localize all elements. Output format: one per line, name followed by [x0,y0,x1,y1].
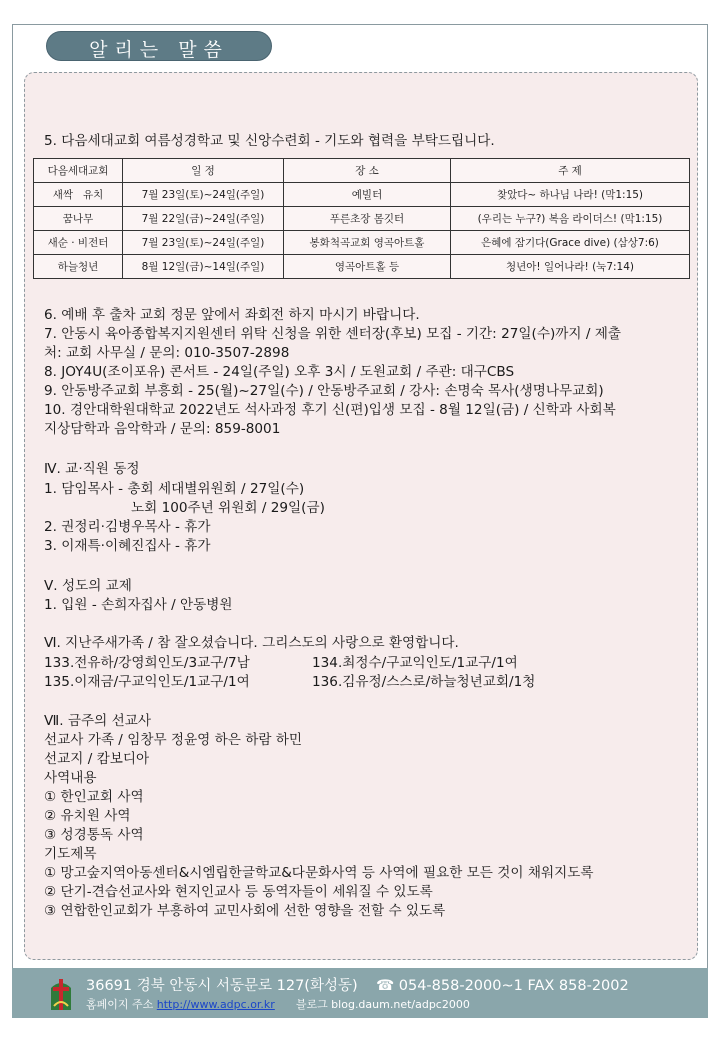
section-title-badge [46,31,272,61]
notice-item-7-cont: 처: 교회 사무실 / 문의: 010-3507-2898 [44,345,290,361]
homepage-label: 홈페이지 주소 [86,998,154,1011]
table-row [34,183,690,207]
notice-item-6: 6. 예배 후 출차 교회 정문 앞에서 좌회전 하지 마시기 바랍니다. [44,307,420,323]
date-cell: 8월 12일(금)~14일(주일) [123,255,284,279]
newcomer-entry: 133.전유하/강영희인도/3교구/7남 [44,655,250,671]
table-row [34,231,690,255]
table-header-row [34,159,690,183]
header-cell: 주 제 [451,159,690,183]
schedule-table [33,158,690,279]
blog-address: 블로그 blog.daum.net/adpc2000 [295,998,470,1011]
newcomer-entry: 136.김유정/스스로/하늘청년교회/1청 [312,674,536,690]
header-cell: 일 정 [123,159,284,183]
header-cell: 다음세대교회 [34,159,123,183]
place-cell: 봉화척곡교회 영곡아트홀 [284,231,451,255]
church-cross-logo-icon [48,976,74,1012]
notice-item-10: 10. 경안대학원대학교 2022년도 석사과정 후기 신(편)입생 모집 - 8월 12일(금) / 신학과 사회복 [44,402,616,418]
missionary-line: 기도제목 [44,846,97,862]
notice-item-5: 5. 다음세대교회 여름성경학교 및 신앙수련회 - 기도와 협력을 부탁드립니다. [44,133,495,149]
staff-heading: Ⅳ. 교·직원 동정 [44,461,140,477]
missionary-line: ② 유치원 사역 [44,808,131,824]
missionary-heading: Ⅶ. 금주의 선교사 [44,713,151,729]
place-cell: 푸른초장 몸깃터 [284,207,451,231]
header-cell: 장 소 [284,159,451,183]
table-row [34,207,690,231]
theme-cell: 찾았다~ 하나님 나라! (막1:15) [451,183,690,207]
table-row [34,255,690,279]
staff-line: 3. 이재특·이혜진집사 - 휴가 [44,538,211,554]
missionary-line: ③ 성경통독 사역 [44,827,144,843]
homepage-link[interactable]: http://www.adpc.or.kr [156,998,275,1011]
newcomer-entry: 134.최정수/구교익인도/1교구/1여 [312,655,518,671]
missionary-line: 선교지 / 캄보디아 [44,751,150,767]
footer-contact-line [86,974,629,995]
missionary-line: ① 한인교회 사역 [44,789,144,805]
theme-cell: 은혜에 잠기다(Grace dive) (삼상7:6) [451,231,690,255]
notice-item-9: 9. 안동방주교회 부흥회 - 25(월)~27일(수) / 안동방주교회 / 강사: 손명숙 목사(생명나무교회) [44,383,604,399]
fellowship-heading: Ⅴ. 성도의 교제 [44,578,132,594]
notice-item-10-cont: 지상담학과 음악학과 / 문의: 859-8001 [44,421,281,437]
date-cell: 7월 23일(토)~24일(주일) [123,183,284,207]
date-cell: 7월 23일(토)~24일(주일) [123,231,284,255]
missionary-line: ② 단기-견습선교사와 현지인교사 등 동역자들이 세워질 수 있도록 [44,884,433,900]
newcomers-heading: Ⅵ. 지난주새가족 / 참 잘오셨습니다. 그리스도의 사랑으로 환영합니다. [44,635,459,651]
notice-item-8: 8. JOY4U(조이포유) 콘서트 - 24일(주일) 오후 3시 / 도원교회 / 주관: 대구CBS [44,364,515,380]
footer-address: 36691 경북 안동시 서동문로 127(화성동) [86,978,358,994]
staff-line: 노회 100주년 위원회 / 29일(금) [131,500,325,516]
theme-cell: 청년아! 일어나라! (눅7:14) [451,255,690,279]
footer-phone: ☎ 054-858-2000~1 FAX 858-2002 [376,978,629,994]
date-cell: 7월 22일(금)~24일(주일) [123,207,284,231]
staff-line: 2. 권정리·김병우목사 - 휴가 [44,519,211,535]
notice-item-7: 7. 안동시 육아종합복지지원센터 위탁 신청을 위한 센터장(후보) 모집 - 기간: 27일(수)까지 / 제출 [44,326,622,342]
newcomer-entry: 135.이재금/구교익인도/1교구/1여 [44,674,250,690]
footer-web-line [86,996,470,1012]
dept-cell: 새순 · 비전터 [34,231,123,255]
theme-cell: (우리는 누구?) 복음 라이더스! (막1:15) [451,207,690,231]
missionary-line: 선교사 가족 / 임창무 정윤영 하은 하람 하민 [44,732,303,748]
missionary-line: 사역내용 [44,770,97,786]
staff-line: 1. 담임목사 - 총회 세대별위원회 / 27일(수) [44,481,305,497]
missionary-line: ① 망고숲지역아동센터&시엠립한글학교&다문화사역 등 사역에 필요한 모든 것이 채워지도록 [44,865,594,881]
missionary-line: ③ 연합한인교회가 부흥하여 교민사회에 선한 영향을 전할 수 있도록 [44,903,446,919]
fellowship-line: 1. 입원 - 손희자집사 / 안동병원 [44,597,233,613]
dept-cell: 꿈나무 [34,207,123,231]
dept-cell: 새싹 유치 [34,183,123,207]
place-cell: 영곡아트홀 등 [284,255,451,279]
dept-cell: 하늘청년 [34,255,123,279]
page-title: 알리는 말씀 [89,39,229,61]
place-cell: 예빌터 [284,183,451,207]
